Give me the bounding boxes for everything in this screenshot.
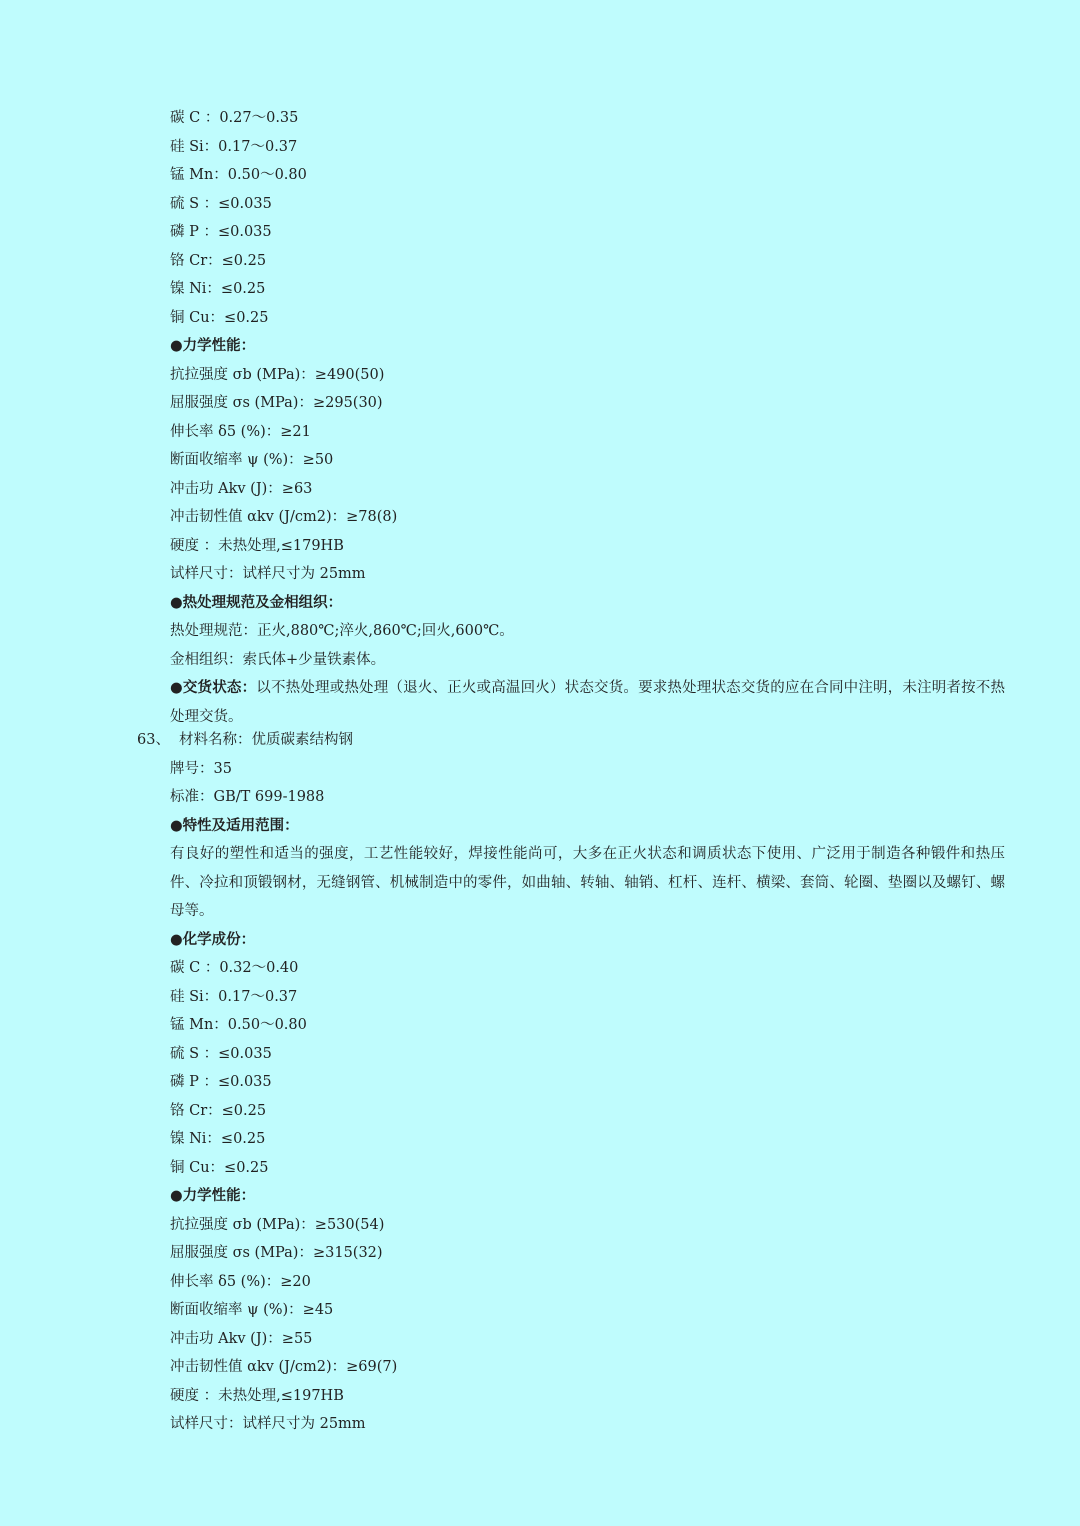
mech-line: 断面收缩率 ψ (%)：≥45 (170, 1302, 334, 1318)
chem-line: 硅 Si：0.17～0.37 (170, 988, 298, 1005)
chem-line: 铬 Cr：≤0.25 (170, 1102, 267, 1119)
delivery-text: 以不热处理或热处理（退火、正火或高温回火）状态交货。要求热处理状态交货的应在合同中注明，未注明者按不热处理交货。 (170, 680, 1005, 725)
mech-line: 硬度 ：未热处理,≤197HB (170, 1387, 344, 1404)
mech-line: 试样尺寸：试样尺寸为 25mm (170, 566, 366, 582)
heat-treatment-heading: ●热处理规范及金相组织： (170, 593, 343, 611)
mech-line: 硬度 ：未热处理,≤179HB (170, 537, 344, 554)
mechanical-heading: ●力学性能： (170, 1187, 256, 1204)
chem-line: 磷 P ：≤0.035 (170, 224, 272, 240)
entry-material-name: 材料名称：优质碳素结构钢 (179, 732, 353, 748)
features-heading: ●特性及适用范围： (170, 816, 299, 834)
mech-line: 冲击功 Akv (J)：≥55 (170, 1330, 313, 1347)
section1-chemistry (0, 104, 1080, 731)
entry-title-line (0, 726, 1080, 755)
mech-line: 伸长率 δ5 (%)：≥21 (170, 423, 311, 440)
chem-line: 铜 Cu：≤0.25 (170, 1159, 269, 1176)
chem-line: 磷 P ：≤0.035 (170, 1074, 272, 1090)
chem-line: 锰 Mn：0.50～0.80 (170, 1017, 307, 1033)
mech-line: 试样尺寸：试样尺寸为 25mm (170, 1416, 366, 1432)
chem-line: 碳 C ：0.32～0.40 (170, 960, 299, 976)
mech-line: 屈服强度 σs (MPa)：≥315(32) (170, 1245, 383, 1261)
entry-63 (0, 726, 1080, 1439)
features-paragraph: 有良好的塑性和适当的强度，工艺性能较好，焊接性能尚可，大多在正火状态和调质状态下使用、广泛用于制造各种锻件和热压件、冷拉和顶锻钢材，无缝钢管、机械制造中的零件，如曲轴、转轴、轴销、杠杆、连杆、横梁、套筒、轮圈、垫圈以及螺钉、螺母等。 (170, 846, 1005, 919)
entry-number: 63、 (137, 732, 170, 748)
mech-line: 冲击功 Akv (J)：≥63 (170, 480, 313, 497)
mech-line: 伸长率 δ5 (%)：≥20 (170, 1273, 311, 1290)
delivery-paragraph (0, 674, 1005, 731)
heat-line: 金相组织：索氏体+少量铁素体。 (170, 651, 386, 668)
chem-line: 铬 Cr：≤0.25 (170, 252, 267, 269)
mech-line: 冲击韧性值 αkv (J/cm2)：≥69(7) (170, 1359, 398, 1375)
chem-line: 碳 C ：0.27～0.35 (170, 110, 299, 126)
entry-standard: 标准：GB/T 699-1988 (170, 789, 325, 805)
mech-line: 抗拉强度 σb (MPa)：≥530(54) (170, 1216, 385, 1233)
chem-line: 硅 Si：0.17～0.37 (170, 138, 298, 155)
chemistry-heading: ●化学成份： (170, 930, 256, 948)
delivery-heading: ●交货状态： (170, 679, 257, 696)
chem-line: 硫 S ：≤0.035 (170, 195, 272, 212)
mech-line: 冲击韧性值 αkv (J/cm2)：≥78(8) (170, 509, 398, 525)
chem-line: 铜 Cu：≤0.25 (170, 309, 269, 326)
mech-line: 断面收缩率 ψ (%)：≥50 (170, 452, 334, 468)
mech-line: 抗拉强度 σb (MPa)：≥490(50) (170, 366, 385, 383)
mech-line: 屈服强度 σs (MPa)：≥295(30) (170, 395, 383, 411)
mechanical-heading: ●力学性能： (170, 337, 256, 354)
heat-line: 热处理规范：正火,880℃;淬火,860℃;回火,600℃。 (170, 623, 514, 639)
chem-line: 锰 Mn：0.50～0.80 (170, 167, 307, 183)
chem-line: 镍 Ni：≤0.25 (170, 1131, 266, 1147)
chem-line: 镍 Ni：≤0.25 (170, 281, 266, 297)
chem-line: 硫 S ：≤0.035 (170, 1045, 272, 1062)
entry-grade: 牌号：35 (170, 760, 232, 777)
